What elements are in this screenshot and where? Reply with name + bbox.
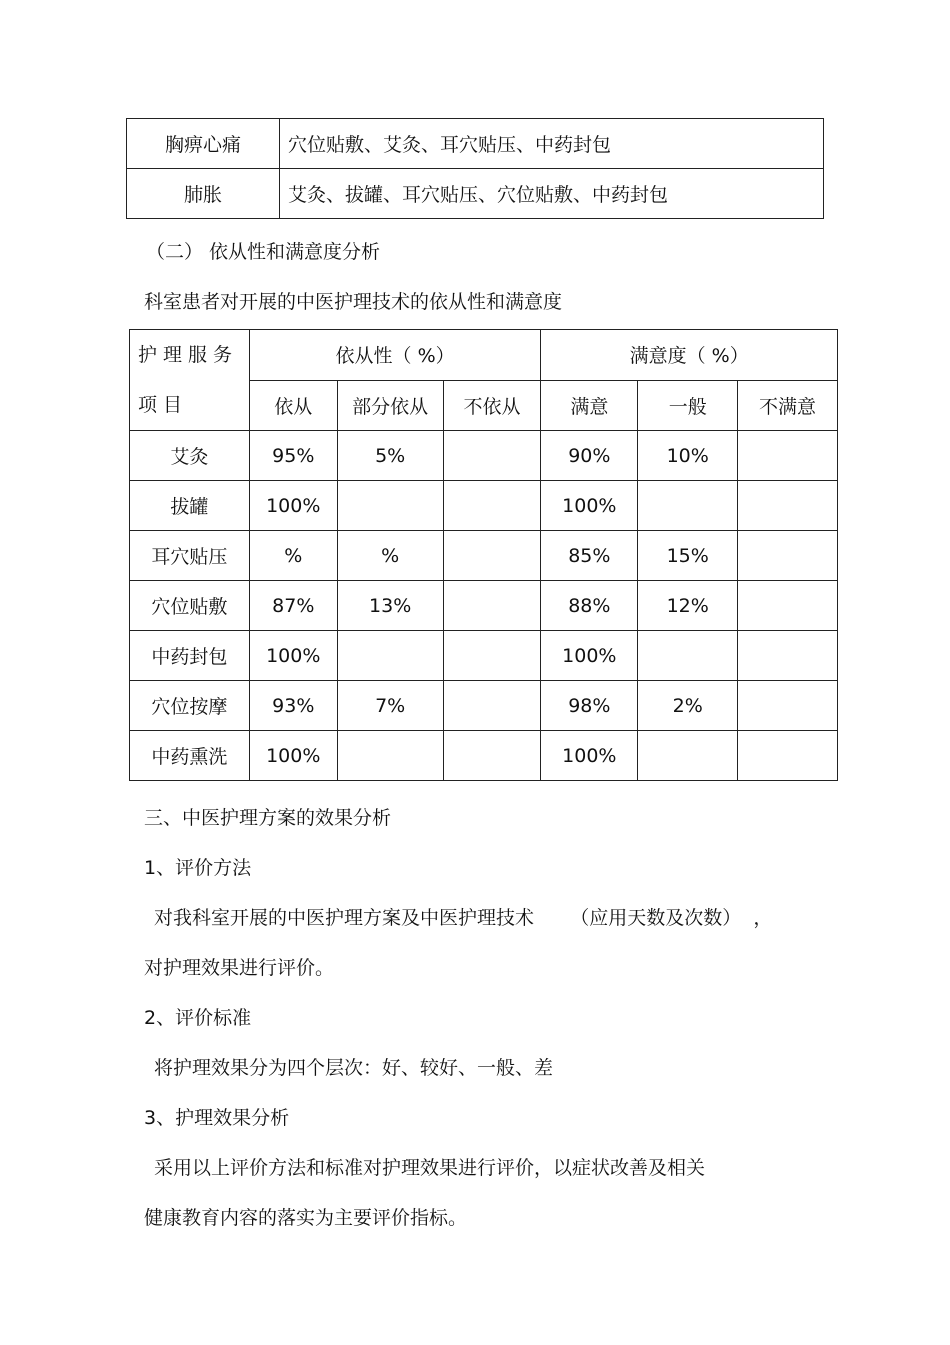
subsection-1-title: 1、评价方法 <box>144 857 252 879</box>
item-cell: 穴位贴敷 <box>130 581 250 631</box>
subheader-average: 一般 <box>638 380 738 431</box>
item-header-line1: 护理服务 <box>138 344 239 366</box>
value-cell: 100% <box>249 731 337 781</box>
value-cell <box>443 481 541 531</box>
item-cell: 中药封包 <box>130 631 250 681</box>
value-cell <box>337 481 443 531</box>
value-cell <box>638 481 738 531</box>
value-cell <box>337 631 443 681</box>
subsection-3-para-line2: 健康教育内容的落实为主要评价指标。 <box>144 1207 468 1229</box>
value-cell <box>443 531 541 581</box>
value-cell <box>738 631 838 681</box>
item-cell: 艾灸 <box>130 431 250 481</box>
item-header-line2: 项目 <box>138 394 189 416</box>
table-row <box>130 631 838 681</box>
value-cell: 93% <box>249 681 337 731</box>
table-row <box>130 581 838 631</box>
value-cell: 7% <box>337 681 443 731</box>
item-cell: 耳穴贴压 <box>130 531 250 581</box>
value-cell: 12% <box>638 581 738 631</box>
value-cell: 100% <box>541 731 638 781</box>
subsection-2-title: 2、评价标准 <box>144 1007 252 1029</box>
disease-cell: 肺胀 <box>127 169 280 219</box>
table-row <box>130 431 838 481</box>
value-cell <box>443 581 541 631</box>
value-cell <box>738 581 838 631</box>
table-row <box>127 169 824 219</box>
value-cell <box>638 731 738 781</box>
table-row <box>127 119 824 169</box>
value-cell: 95% <box>249 431 337 481</box>
value-cell <box>337 731 443 781</box>
header-row <box>130 330 838 381</box>
value-cell <box>738 681 838 731</box>
value-cell: 100% <box>249 481 337 531</box>
value-cell: % <box>337 531 443 581</box>
subheader-unsatisfied: 不满意 <box>738 380 838 431</box>
value-cell: 100% <box>541 631 638 681</box>
value-cell <box>738 431 838 481</box>
value-cell: 90% <box>541 431 638 481</box>
disease-cell: 胸痹心痛 <box>127 119 280 169</box>
value-cell <box>738 481 838 531</box>
value-cell: 100% <box>249 631 337 681</box>
value-cell <box>443 731 541 781</box>
value-cell <box>638 631 738 681</box>
disease-technique-table <box>126 118 824 219</box>
value-cell: 100% <box>541 481 638 531</box>
compliance-header: 依从性（ %） <box>249 330 541 381</box>
subheader-comply: 依从 <box>249 380 337 431</box>
technique-cell: 穴位贴敷、艾灸、耳穴贴压、中药封包 <box>280 119 824 169</box>
value-cell <box>738 731 838 781</box>
value-cell <box>738 531 838 581</box>
value-cell: 5% <box>337 431 443 481</box>
subheader-partial: 部分依从 <box>337 380 443 431</box>
section-3-title: 三、中医护理方案的效果分析 <box>144 807 392 829</box>
compliance-satisfaction-table <box>129 329 838 781</box>
value-cell: 88% <box>541 581 638 631</box>
item-cell: 中药熏洗 <box>130 731 250 781</box>
table2-caption: 科室患者对开展的中医护理技术的依从性和满意度 <box>144 291 563 313</box>
value-cell: 85% <box>541 531 638 581</box>
value-cell <box>443 631 541 681</box>
table-row <box>130 531 838 581</box>
section-2-2-title: （二） 依从性和满意度分析 <box>146 241 381 263</box>
value-cell <box>443 431 541 481</box>
satisfaction-header: 满意度（ %） <box>541 330 838 381</box>
item-header-cell <box>130 330 250 431</box>
value-cell <box>443 681 541 731</box>
subsection-3-title: 3、护理效果分析 <box>144 1107 290 1129</box>
table-row <box>130 681 838 731</box>
item-cell: 穴位按摩 <box>130 681 250 731</box>
table-row <box>130 731 838 781</box>
subsection-2-para: 将护理效果分为四个层次：好、较好、一般、差 <box>154 1057 554 1079</box>
value-cell: 2% <box>638 681 738 731</box>
item-cell: 拔罐 <box>130 481 250 531</box>
value-cell: % <box>249 531 337 581</box>
value-cell: 98% <box>541 681 638 731</box>
subheader-satisfied: 满意 <box>541 380 638 431</box>
value-cell: 10% <box>638 431 738 481</box>
technique-cell: 艾灸、拔罐、耳穴贴压、穴位贴敷、中药封包 <box>280 169 824 219</box>
value-cell: 15% <box>638 531 738 581</box>
subsection-1-para-line2: 对护理效果进行评价。 <box>144 957 335 979</box>
subsection-1-para-line1: 对我科室开展的中医护理方案及中医护理技术 （应用天数及次数） ， <box>154 907 773 929</box>
subsection-3-para-line1: 采用以上评价方法和标准对护理效果进行评价，以症状改善及相关 <box>154 1157 706 1179</box>
table-row <box>130 481 838 531</box>
value-cell: 13% <box>337 581 443 631</box>
subheader-noncomply: 不依从 <box>443 380 541 431</box>
value-cell: 87% <box>249 581 337 631</box>
